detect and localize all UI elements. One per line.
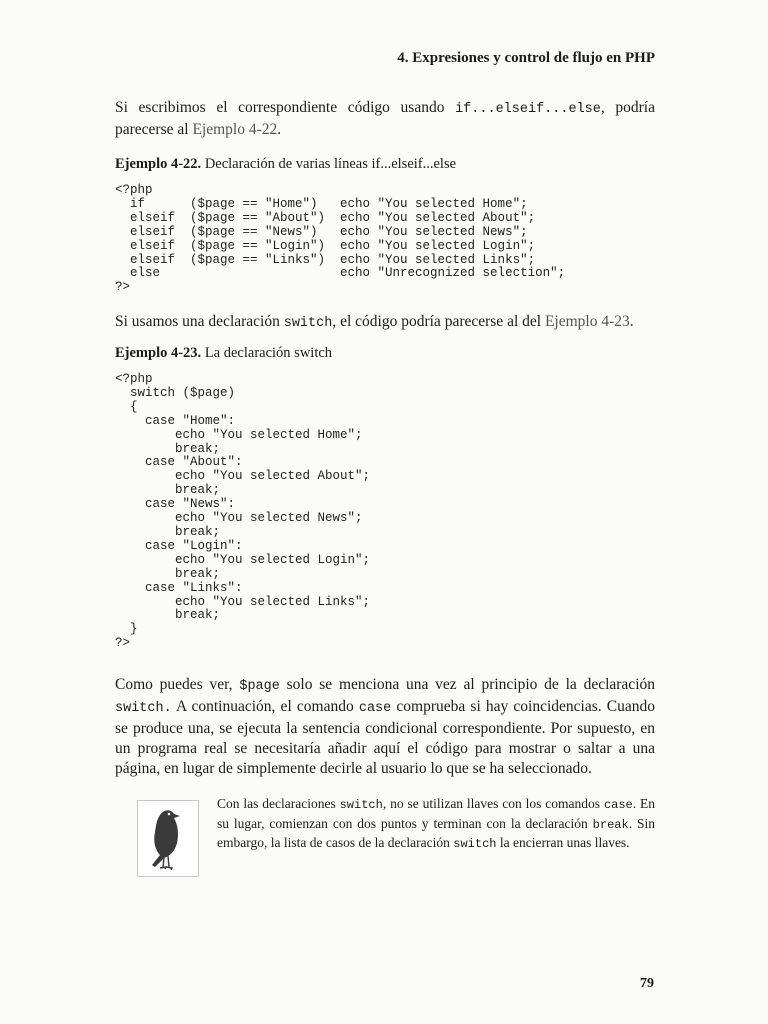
intro-text-a: Si escribimos el correspondiente código usando xyxy=(115,99,456,116)
switch-intro-text-b: , el código podría parecerse al del xyxy=(332,313,545,330)
example-4-23-caption: La declaración switch xyxy=(204,345,333,361)
intro-text-b: , podría parecerse al xyxy=(115,99,655,138)
note-code-switch-2: switch xyxy=(453,837,497,851)
page-number: 79 xyxy=(640,976,654,991)
intro-text-c: . xyxy=(277,121,282,138)
example-4-23-title xyxy=(115,345,332,362)
example-4-22-link[interactable]: Ejemplo 4-22 xyxy=(192,121,278,138)
note-text-2: , no se utilizan llaves con los comandos xyxy=(382,796,604,811)
explanation-text-1: Como puedes ver, xyxy=(115,676,240,693)
example-4-23-link[interactable]: Ejemplo 4-23 xyxy=(544,313,630,330)
inline-code-switch-2: switch. xyxy=(115,701,172,716)
note-text-1: Con las declaraciones xyxy=(217,796,340,811)
note-icon-box xyxy=(137,800,199,877)
inline-code-page-var: $page xyxy=(239,679,280,694)
note-paragraph xyxy=(217,795,655,854)
switch-intro-text-a: Si usamos una declaración xyxy=(115,313,284,330)
chapter-running-head: 4. Expresiones y control de flujo en PHP xyxy=(397,50,655,66)
explanation-text-2: solo se menciona una vez al principio de la declaración xyxy=(279,676,655,693)
code-block-switch: <?php switch ($page) { case "Home": echo "You selected Home"; break; case "About": echo "You selected About"; break; case "News": echo "You selected News"; break; case "Login": echo "You selected Login"; break; case "Links": echo "You selected Links"; break; } ?> xyxy=(115,372,371,651)
example-4-22-title xyxy=(115,156,456,173)
switch-intro-paragraph xyxy=(115,312,655,334)
note-text-3: . En su lugar, comienzan con dos puntos y terminan con la declaración xyxy=(217,796,656,831)
explanation-text-3: A continuación, el comando xyxy=(171,698,359,715)
explanation-paragraph xyxy=(115,675,655,779)
inline-code-case: case xyxy=(358,701,392,716)
inline-code-if-elseif: if...elseif...else xyxy=(455,102,601,117)
note-code-break: break xyxy=(592,817,629,832)
example-4-22-label: Ejemplo 4-22. xyxy=(115,156,202,172)
example-4-22-caption: Declaración de varias líneas if...elseif...else xyxy=(204,156,457,172)
note-code-case: case xyxy=(603,798,633,812)
crow-icon xyxy=(138,801,198,876)
switch-intro-text-c: . xyxy=(629,313,634,330)
note-text-4: . Sin embargo, la lista de casos de la declaración xyxy=(217,815,655,850)
explanation-text-4: comprueba si hay coincidencias. Cuando se produce una, se ejecuta la sentencia condicional correspondiente. Por supuesto, en un programa real se necesitaría añadir aquí el código para mostrar o saltar a una página, en lugar de simplemente decirle al usuario lo que se ha seleccionado. xyxy=(115,698,655,777)
intro-paragraph xyxy=(115,98,655,140)
example-4-23-label: Ejemplo 4-23. xyxy=(115,345,202,361)
note-text-5: la encierran unas llaves. xyxy=(496,835,630,850)
note-code-switch: switch xyxy=(339,798,383,812)
inline-code-switch: switch xyxy=(283,316,333,331)
code-block-if-elseif: <?php if ($page == "Home") echo "You selected Home"; elseif ($page == "About") echo "You selected About"; elseif ($page == "News") echo "You selected News"; elseif ($page == "Login") echo "You selected Login"; elseif ($page == "Links") echo "You selected Links"; else echo "Unrecognized selection"; ?> xyxy=(115,183,566,295)
